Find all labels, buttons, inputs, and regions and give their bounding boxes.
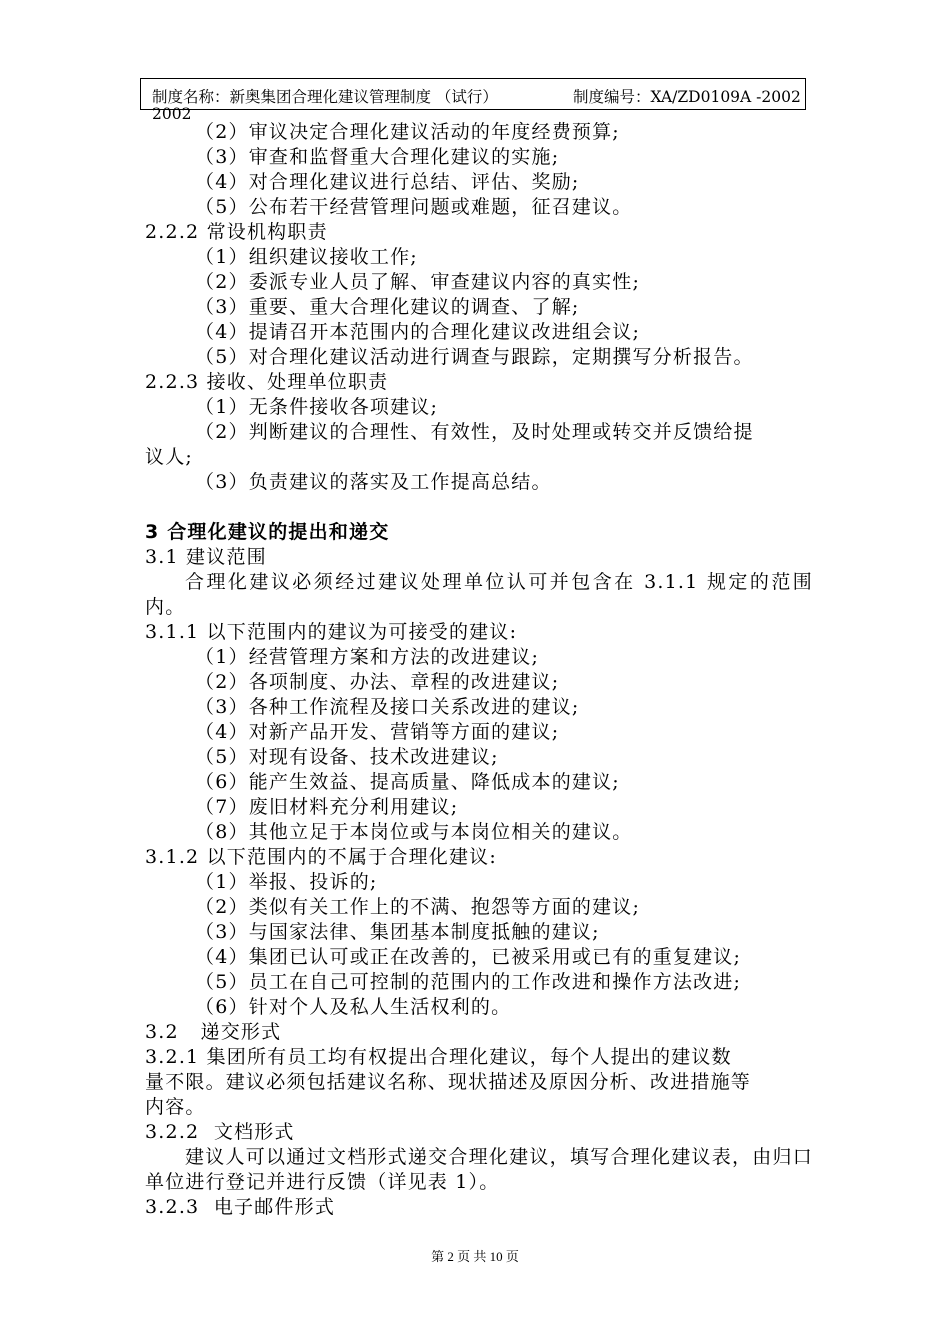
subsection-heading: 3.2.2 文档形式 — [145, 1121, 295, 1143]
list-item: （3）与国家法律、集团基本制度抵触的建议; — [195, 921, 600, 943]
list-item: （4）提请召开本范围内的合理化建议改进组会议; — [195, 321, 641, 343]
list-item: （4）对合理化建议进行总结、评估、奖励; — [195, 171, 580, 193]
list-item: （7）废旧材料充分利用建议; — [195, 796, 459, 818]
paragraph-line: 3.2.1 集团所有员工均有权提出合理化建议，每个人提出的建议数 — [145, 1046, 732, 1068]
list-item: （3）各种工作流程及接口关系改进的建议; — [195, 696, 580, 718]
list-item: （3）负责建议的落实及工作提高总结。 — [195, 471, 552, 493]
list-item: （3）重要、重大合理化建议的调查、了解; — [195, 296, 580, 318]
list-item: （4）集团已认可或正在改善的，已被采用或已有的重复建议; — [195, 946, 742, 968]
paragraph: 建议人可以通过文档形式递交合理化建议，填写合理化建议表，由归口单位进行登记并进行反馈（详见表 1）。 — [145, 1146, 813, 1193]
list-item: （2）类似有关工作上的不满、抱怨等方面的建议; — [195, 896, 641, 918]
list-item: （3）审查和监督重大合理化建议的实施; — [195, 146, 560, 168]
list-item: （2）审议决定合理化建议活动的年度经费预算; — [195, 121, 620, 143]
subsection-heading: 3.2.3 电子邮件形式 — [145, 1196, 336, 1218]
list-item: （6）能产生效益、提高质量、降低成本的建议; — [195, 771, 620, 793]
list-item: （5）对现有设备、技术改进建议; — [195, 746, 499, 768]
paragraph: 合理化建议必须经过建议处理单位认可并包含在 3.1.1 规定的范围内。 — [145, 571, 813, 618]
list-item: （4）对新产品开发、营销等方面的建议; — [195, 721, 560, 743]
list-item-continuation: 议人; — [145, 446, 194, 468]
list-item: （1）经营管理方案和方法的改进建议; — [195, 646, 540, 668]
list-item: （5）公布若干经营管理问题或难题，征召建议。 — [195, 196, 633, 218]
subsection-heading: 3.1.1 以下范围内的建议为可接受的建议: — [145, 621, 518, 643]
list-item: （1）组织建议接收工作; — [195, 246, 418, 268]
page-number: 第 2 页 共 10 页 — [431, 1249, 519, 1264]
list-item: （8）其他立足于本岗位或与本岗位相关的建议。 — [195, 821, 633, 843]
paragraph-line: 内容。 — [145, 1096, 206, 1118]
subsection-heading: 3.2 递交形式 — [145, 1021, 282, 1043]
list-item: （1）无条件接收各项建议; — [195, 396, 439, 418]
section-title: 3 合理化建议的提出和递交 — [145, 521, 390, 543]
subsection-heading: 2.2.2 常设机构职责 — [145, 221, 328, 243]
list-item: （5）员工在自己可控制的范围内的工作改进和操作方法改进; — [195, 971, 742, 993]
list-item: （6）针对个人及私人生活权利的。 — [195, 996, 512, 1018]
list-item: （2）委派专业人员了解、审查建议内容的真实性; — [195, 271, 641, 293]
list-item: （2）判断建议的合理性、有效性，及时处理或转交并反馈给提 — [195, 421, 754, 443]
subsection-heading: 3.1.2 以下范围内的不属于合理化建议: — [145, 846, 497, 868]
subsection-heading: 3.1 建议范围 — [145, 546, 267, 568]
document-body — [145, 120, 813, 1220]
header-overflow-text: 2002 — [152, 105, 192, 123]
list-item: （1）举报、投诉的; — [195, 871, 378, 893]
header-doc-number: 制度编号：XA/ZD0109A -2002 — [573, 88, 801, 106]
header-title: 制度名称：新奥集团合理化建议管理制度 （试行） — [152, 88, 498, 106]
list-item: （5）对合理化建议活动进行调查与跟踪，定期撰写分析报告。 — [195, 346, 754, 368]
spacer — [145, 495, 813, 520]
paragraph-line: 量不限。建议必须包括建议名称、现状描述及原因分析、改进措施等 — [145, 1071, 752, 1093]
document-header — [140, 78, 806, 123]
list-item: （2）各项制度、办法、章程的改进建议; — [195, 671, 560, 693]
subsection-heading: 2.2.3 接收、处理单位职责 — [145, 371, 389, 393]
